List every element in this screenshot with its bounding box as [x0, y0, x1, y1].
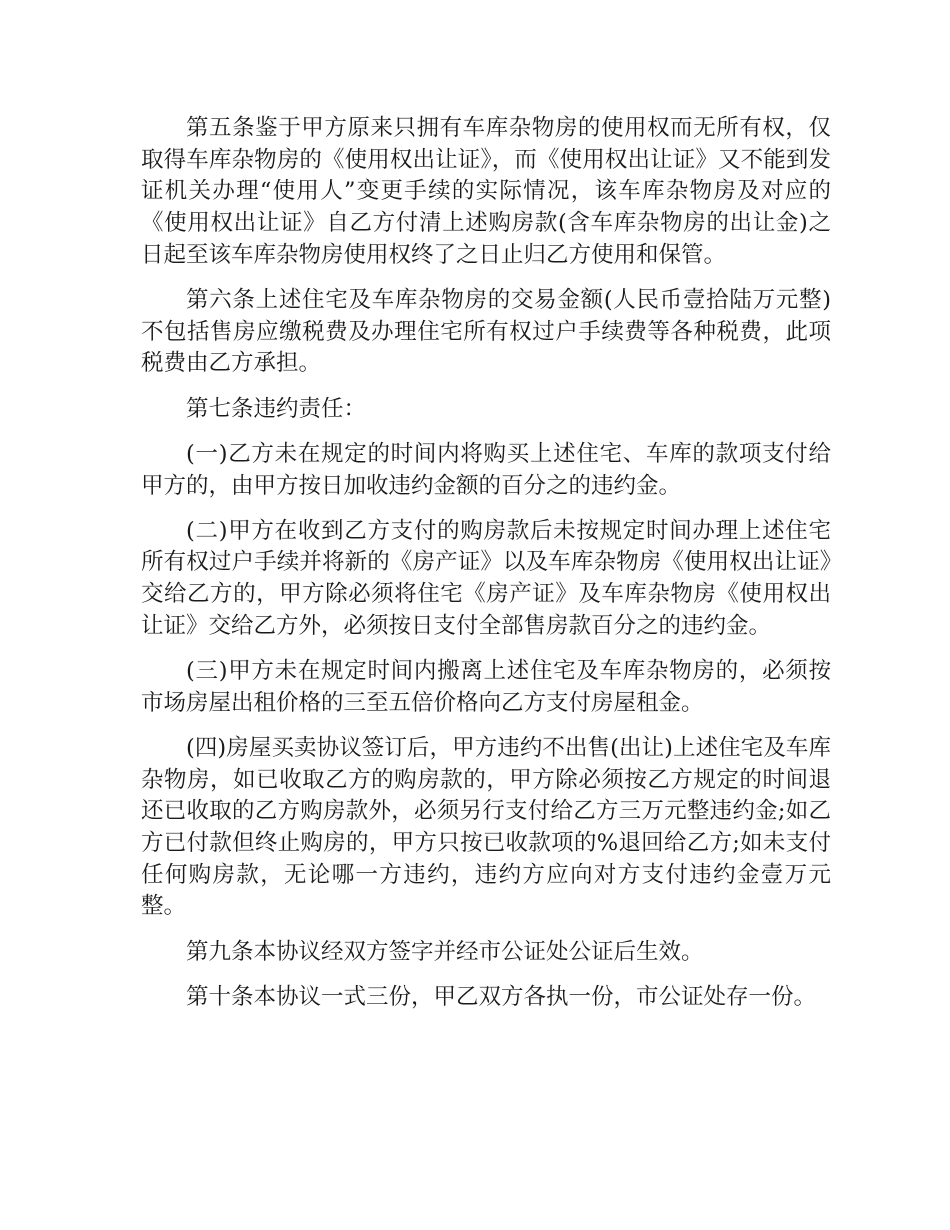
paragraph-article-7-heading: 第七条违约责任： — [186, 395, 367, 422]
paragraph-article-6: 第六条上述住宅及车库杂物房的交易金额(人民币壹拾陆万元整)不包括售房应缴税费及办理住宅所有权过户手续费等各种税费，此项税费由乙方承担。 — [141, 287, 831, 377]
paragraph-clause-3: (三)甲方未在规定时间内搬离上述住宅及车库杂物房的，必须按市场房屋出租价格的三至五倍价格向乙方支付房屋租金。 — [141, 658, 831, 716]
paragraph-article-5: 第五条鉴于甲方原来只拥有车库杂物房的使用权而无所有权，仅取得车库杂物房的《使用权出让证》，而《使用权出让证》又不能到发证机关办理“使用人”变更手续的实际情况，该车库杂物房及对应的《使用权出让证》自乙方付清上述购房款(含车库杂物房的出让金)之日起至该车库杂物房使用权终了之日止归乙方使用和保管。 — [141, 115, 831, 268]
paragraph-article-9: 第九条本协议经双方签字并经市公证处公证后生效。 — [186, 938, 704, 965]
paragraph-clause-4: (四)房屋买卖协议签订后，甲方违约不出售(出让)上述住宅及车库杂物房，如已收取乙方的购房款的，甲方除必须按乙方规定的时间退还已收取的乙方购房款外，必须另行支付给乙方三万元整违约金;如乙方已付款但终止购房的，甲方只按已收款项的%退回给乙方;如未支付任何购房款，无论哪一方违约，违约方应向对方支付违约金壹万元整。 — [141, 734, 831, 920]
paragraph-article-10: 第十条本协议一式三份，甲乙双方各执一份，市公证处存一份。 — [186, 983, 817, 1010]
paragraph-clause-1: (一)乙方未在规定的时间内将购买上述住宅、车库的款项支付给甲方的，由甲方按日加收违约金额的百分之的违约金。 — [141, 440, 831, 499]
document-body — [141, 113, 831, 1027]
paragraph-clause-2: (二)甲方在收到乙方支付的购房款后未按规定时间办理上述住宅所有权过户手续并将新的《房产证》以及车库杂物房《使用权出让证》交给乙方的，甲方除必须将住宅《房产证》及车库杂物房《使用权出让证》交给乙方外，必须按日支付全部售房款百分之的违约金。 — [141, 517, 831, 639]
